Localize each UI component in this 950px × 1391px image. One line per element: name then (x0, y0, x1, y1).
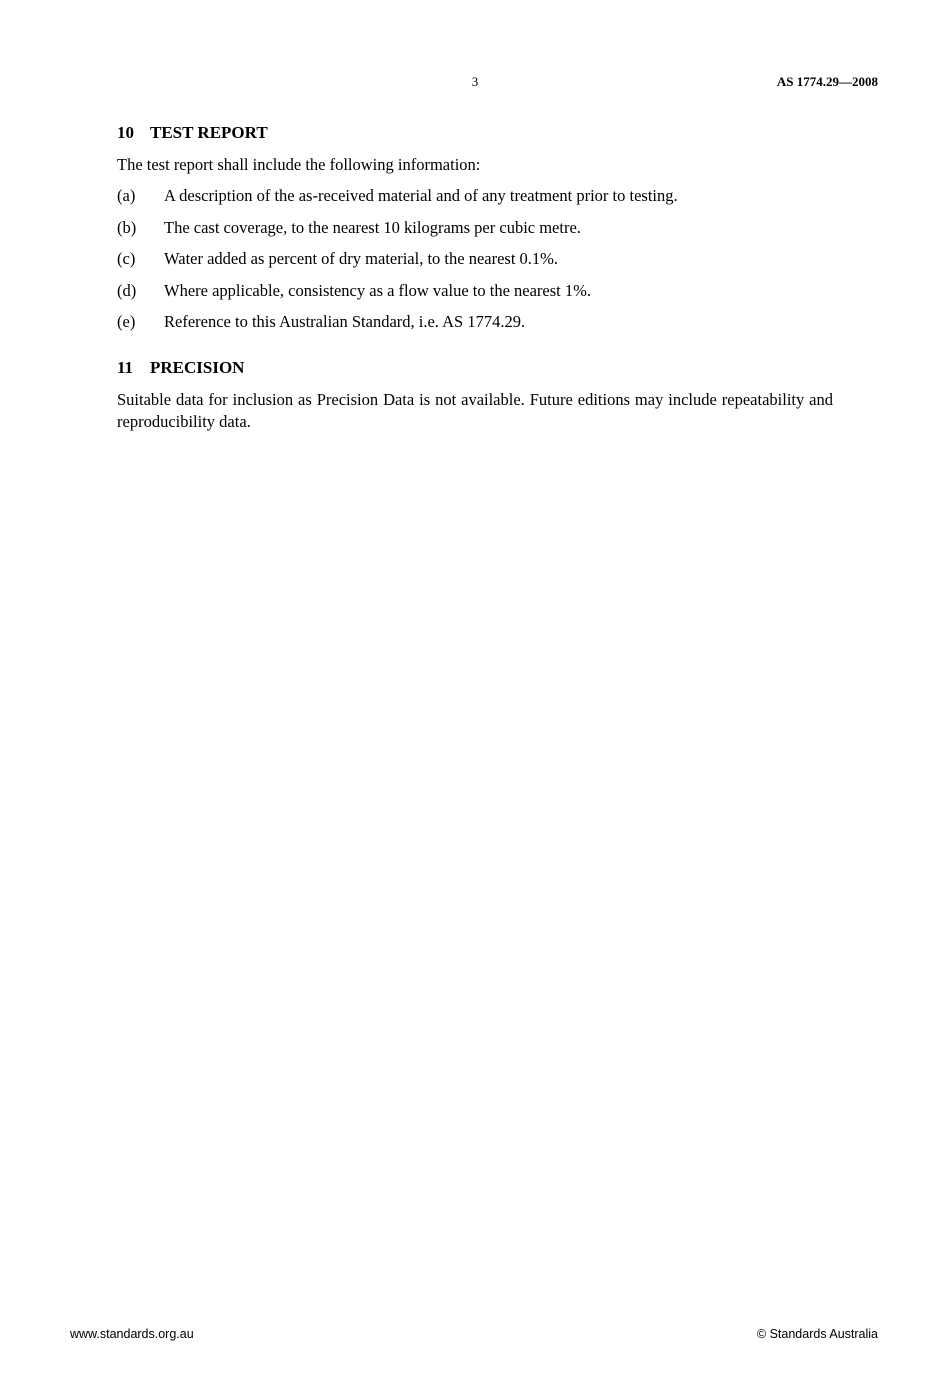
list-item (117, 248, 833, 270)
section-heading (117, 357, 833, 379)
report-items-list (117, 185, 833, 333)
section-heading (117, 122, 833, 144)
list-item-text: Water added as percent of dry material, to the nearest 0.1%. (164, 249, 559, 268)
list-item (117, 217, 833, 239)
list-marker: (e) (117, 312, 136, 331)
section-intro: The test report shall include the following information: (117, 155, 481, 174)
section-title: TEST REPORT (150, 123, 268, 142)
list-marker: (d) (117, 280, 137, 300)
footer-website: www.standards.org.au (70, 1327, 194, 1341)
list-marker: (a) (117, 186, 136, 205)
list-item (117, 311, 833, 333)
standard-code: AS 1774.29—2008 (776, 74, 878, 89)
list-marker: (c) (117, 249, 136, 268)
section-test-report (117, 122, 833, 333)
list-item-text: The cast coverage, to the nearest 10 kilograms per cubic metre. (164, 217, 581, 237)
list-item-text: Reference to this Australian Standard, i.e. AS 1774.29. (164, 312, 526, 331)
section-precision (117, 357, 833, 433)
list-item (117, 280, 833, 302)
section-body: Suitable data for inclusion as Precision Data is not available. Future editions may include repeatability and reproducibility data. (117, 390, 833, 431)
section-title: PRECISION (150, 358, 245, 377)
list-marker: (b) (117, 217, 137, 237)
footer-copyright: © Standards Australia (756, 1327, 878, 1341)
list-item (117, 185, 833, 207)
section-number: 10 (117, 123, 134, 142)
page-number: 3 (471, 74, 479, 89)
document-body (117, 122, 833, 442)
list-item-text: A description of the as-received material and of any treatment prior to testing. (164, 186, 678, 205)
section-number: 11 (117, 358, 134, 377)
list-item-text: Where applicable, consistency as a flow value to the nearest 1%. (164, 280, 591, 300)
